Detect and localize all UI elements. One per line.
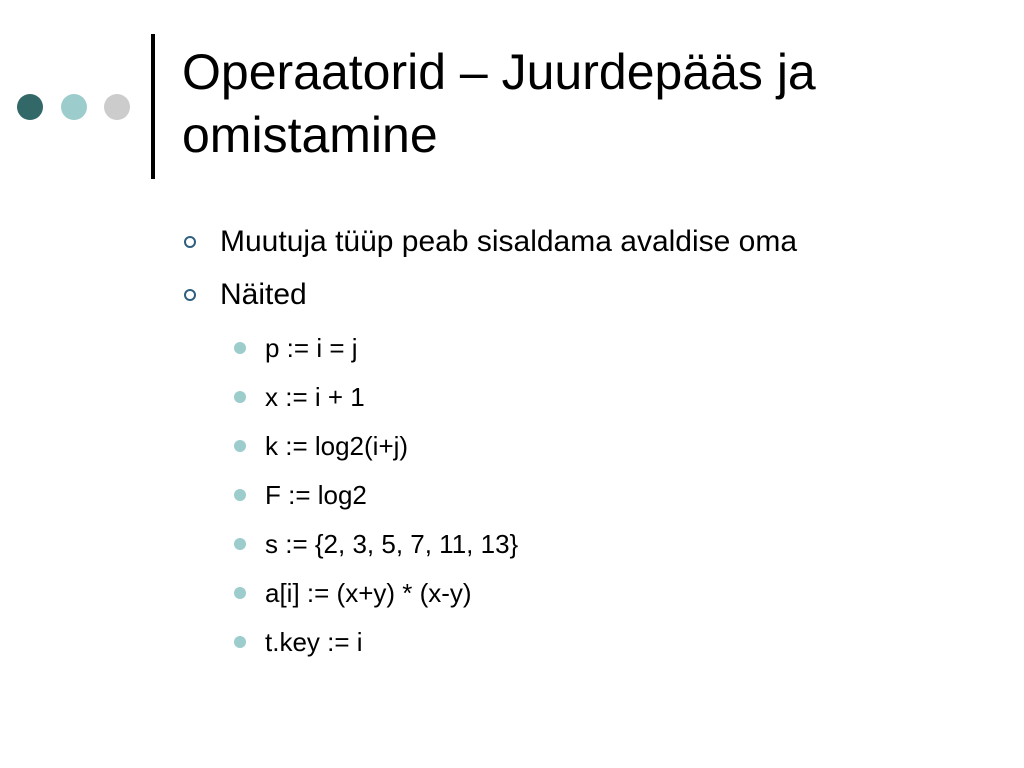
dot-bullet-icon: [234, 342, 246, 354]
title-divider: [151, 34, 155, 179]
dot-bullet-icon: [234, 440, 246, 452]
ring-bullet-icon: [184, 236, 196, 248]
bullet-item: Muutuja tüüp peab sisaldama avaldise oma: [220, 225, 798, 258]
sub-bullet-item: a[i] := (x+y) * (x-y): [265, 578, 472, 608]
sub-bullet-item: F := log2: [265, 480, 367, 510]
sub-bullet-item: t.key := i: [265, 627, 363, 657]
ring-bullet-icon: [184, 289, 196, 301]
dot-bullet-icon: [234, 538, 246, 550]
decor-dot-icon: [61, 94, 87, 120]
dot-bullet-icon: [234, 587, 246, 599]
bullet-item: Näited: [220, 278, 307, 311]
dot-bullet-icon: [234, 636, 246, 648]
sub-bullet-item: p := i = j: [265, 333, 358, 363]
sub-bullet-item: x := i + 1: [265, 382, 365, 412]
sub-bullet-item: k := log2(i+j): [265, 431, 409, 461]
dot-bullet-icon: [234, 489, 246, 501]
decor-dot-icon: [17, 94, 43, 120]
decor-dot-icon: [104, 94, 130, 120]
dot-bullet-icon: [234, 391, 246, 403]
sub-bullet-item: s := {2, 3, 5, 7, 11, 13}: [265, 529, 519, 559]
slide-title: Operaatorid – Juurdepääs ja omistamine: [182, 44, 816, 163]
